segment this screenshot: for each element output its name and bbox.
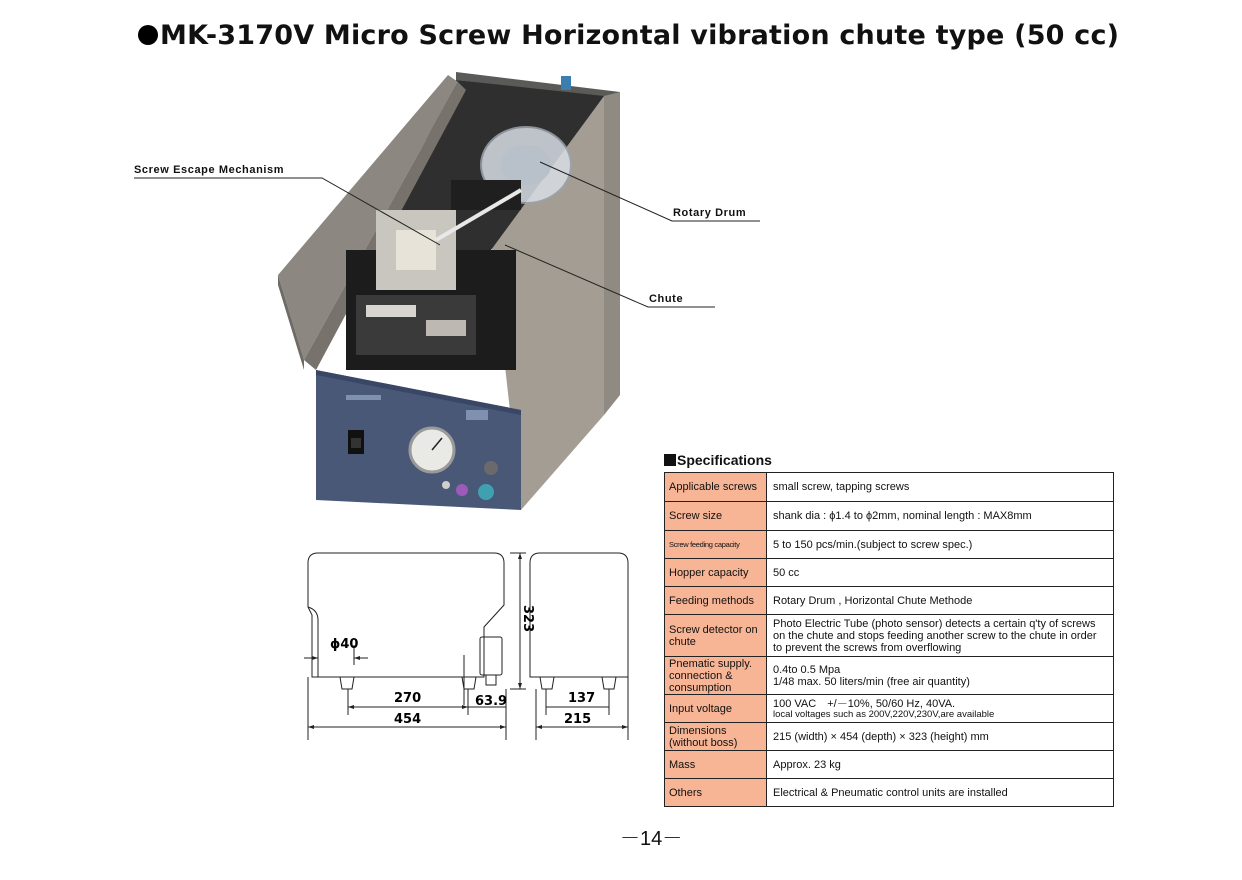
page-number: －14－ (620, 828, 683, 850)
table-row (665, 723, 1114, 751)
table-row (665, 695, 1114, 723)
square-bullet-icon (664, 454, 676, 466)
table-row (665, 657, 1114, 695)
spec-value: Electrical & Pneumatic control units are installed (767, 779, 1114, 807)
dim-323: 323 (520, 605, 535, 633)
page-title (138, 20, 1119, 51)
table-row (665, 751, 1114, 779)
dim-137: 137 (568, 691, 596, 706)
table-row (665, 473, 1114, 502)
spec-value: Approx. 23 kg (767, 751, 1114, 779)
spec-value-line1: 0.4to 0.5 Mpa (773, 663, 841, 676)
spec-label: Screw detector on chute (665, 615, 767, 657)
spec-value: Photo Electric Tube (photo sensor) detects a certain q'ty of screws on the chute and stops feeding another screw to the chute in order to prevent the screws from overflowing (767, 615, 1114, 657)
table-row (665, 615, 1114, 657)
spec-value: Rotary Drum , Horizontal Chute Methode (767, 587, 1114, 615)
spec-label: Hopper capacity (665, 559, 767, 587)
spec-value: 5 to 150 pcs/min.(subject to screw spec.) (767, 531, 1114, 559)
spec-label: Applicable screws (665, 473, 767, 502)
table-row (665, 779, 1114, 807)
dimension-drawing (296, 545, 642, 755)
dim-215: 215 (564, 712, 592, 727)
page-title-text: MK-3170V Micro Screw Horizontal vibration chute type (50 cc) (160, 20, 1120, 51)
product-photo (276, 70, 626, 530)
dim-270: 270 (394, 691, 422, 706)
dim-phi40: ϕ40 (330, 637, 359, 652)
spec-value: 50 cc (767, 559, 1114, 587)
dim-454: 454 (394, 712, 422, 727)
callout-screw-escape: Screw Escape Mechanism (134, 164, 285, 176)
dim-63-9: 63.9 (475, 694, 508, 709)
spec-value: small screw, tapping screws (767, 473, 1114, 502)
spec-label: Mass (665, 751, 767, 779)
specs-heading (664, 452, 772, 468)
specs-table (664, 472, 1114, 807)
spec-label: Pnematic supply. connection & consumption (665, 657, 767, 695)
table-row (665, 559, 1114, 587)
spec-value-line2: local voltages such as 200V,220V,230V,are available (773, 708, 995, 720)
spec-label: Screw feeding capacity (665, 531, 767, 559)
spec-value: 215 (width) × 454 (depth) × 323 (height) mm (767, 723, 1114, 751)
callout-chute: Chute (649, 293, 684, 305)
table-row (665, 587, 1114, 615)
callout-rotary-drum: Rotary Drum (673, 207, 747, 219)
spec-value: shank dia : ϕ1.4 to ϕ2mm, nominal length : MAX8mm (767, 502, 1114, 531)
spec-label: Others (665, 779, 767, 807)
table-row (665, 502, 1114, 531)
spec-value (767, 657, 1114, 695)
spec-label: Input voltage (665, 695, 767, 723)
spec-value-line2: 1/48 max. 50 liters/min (free air quantity) (773, 675, 970, 688)
bullet-icon (138, 25, 158, 45)
table-row (665, 531, 1114, 559)
spec-label: Screw size (665, 502, 767, 531)
spec-value (767, 695, 1114, 723)
specs-heading-text: Specifications (677, 452, 772, 468)
spec-label: Dimensions (without boss) (665, 723, 767, 751)
spec-label: Feeding methods (665, 587, 767, 615)
spec-value-line1: 100 VAC +/－10%, 50/60 Hz, 40VA. (773, 697, 956, 710)
